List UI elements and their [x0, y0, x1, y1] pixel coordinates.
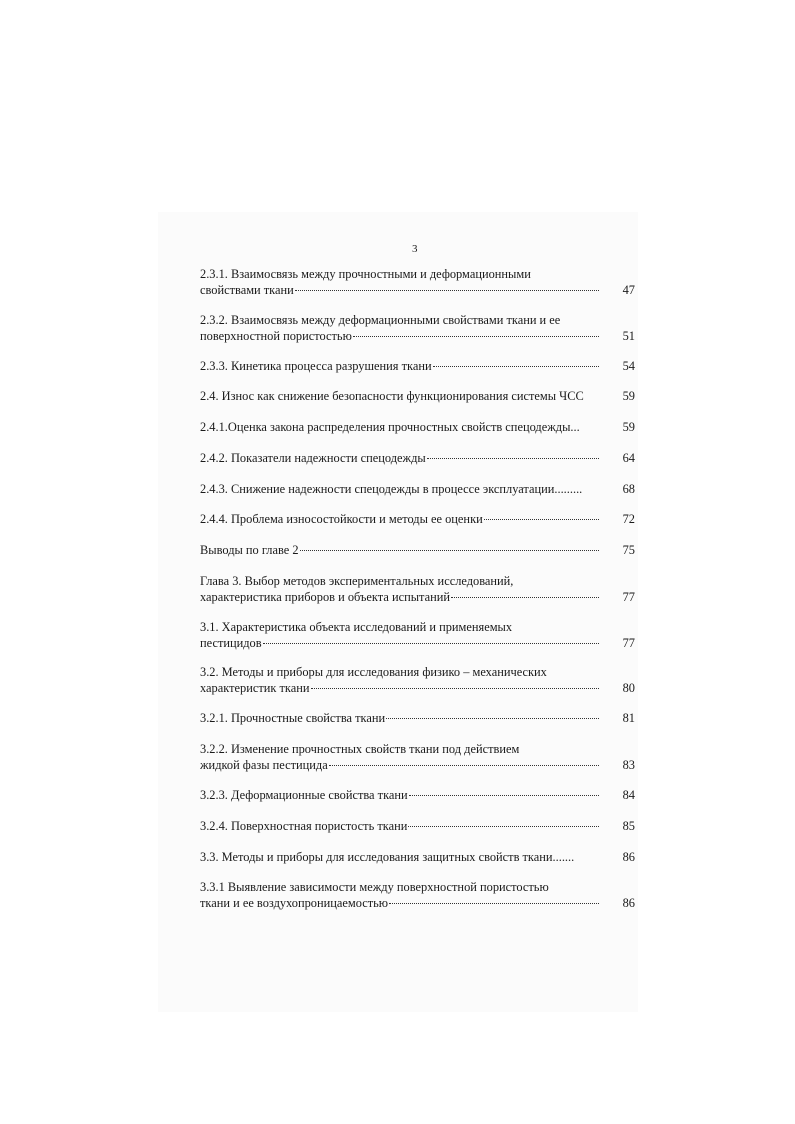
table-of-contents [200, 0, 635, 1124]
dot-leader [386, 717, 599, 719]
toc-page-number: 75 [622, 543, 635, 557]
toc-entry-text: 2.3.1. Взаимосвязь между прочностными и деформационными [200, 267, 531, 281]
toc-entry [200, 787, 635, 803]
toc-page-number: 72 [622, 512, 635, 526]
toc-entry-text: 2.4.3. Снижение надежности спецодежды в процессе эксплуатации......... [200, 482, 583, 496]
toc-entry-text: 3.2.3. Деформационные свойства ткани [200, 788, 408, 802]
toc-entry [200, 849, 635, 865]
toc-entry-text: свойствами ткани [200, 283, 294, 297]
dot-leader [408, 825, 599, 827]
dot-leader [295, 289, 599, 291]
toc-page-number: 68 [622, 482, 635, 496]
toc-entry-text: ткани и ее воздухопроницаемостью [200, 896, 389, 910]
toc-entry-text: 3.3. Методы и приборы для исследования защитных свойств ткани....... [200, 850, 575, 864]
toc-entry-text: 2.3.2. Взаимосвязь между деформационными свойствами ткани и ее [200, 313, 561, 327]
toc-entry-text: 2.4.2. Показатели надежности спецодежды [200, 451, 426, 465]
toc-entry-text: 2.3.3. Кинетика процесса разрушения ткани [200, 359, 432, 373]
toc-page-number: 81 [622, 711, 635, 725]
dot-leader [263, 642, 599, 644]
toc-entry [200, 312, 635, 344]
toc-entry [200, 450, 635, 466]
toc-page-number: 59 [622, 389, 635, 403]
dot-leader [451, 596, 599, 598]
dot-leader [427, 457, 599, 459]
toc-entry-text: 3.2.2. Изменение прочностных свойств ткани под действием [200, 742, 520, 756]
toc-entry-text: характеристика приборов и объекта испытаний [200, 590, 450, 604]
toc-entry [200, 388, 635, 404]
dot-leader [300, 549, 599, 551]
toc-entry [200, 619, 635, 651]
toc-entry [200, 358, 635, 374]
toc-page-number: 54 [622, 359, 635, 373]
toc-entry [200, 573, 635, 605]
toc-entry [200, 710, 635, 726]
dot-leader [409, 794, 599, 796]
toc-entry [200, 419, 635, 435]
dot-leader [433, 365, 599, 367]
page-number: 3 [412, 243, 418, 255]
toc-entry-text: Глава 3. Выбор методов экспериментальных исследований, [200, 574, 514, 588]
toc-entry-text: 2.4.1.Оценка закона распределения прочностных свойств спецодежды... [200, 420, 580, 434]
toc-page-number: 64 [622, 451, 635, 465]
toc-entry [200, 818, 635, 834]
toc-entry-text: 2.4.4. Проблема износостойкости и методы ее оценки [200, 512, 483, 526]
toc-entry [200, 511, 635, 527]
toc-entry-text: жидкой фазы пестицида [200, 758, 328, 772]
toc-page-number: 77 [622, 590, 635, 604]
toc-page-number: 59 [622, 420, 635, 434]
toc-entry [200, 741, 635, 773]
toc-entry [200, 266, 635, 298]
toc-page-number: 83 [622, 758, 635, 772]
toc-entry [200, 481, 635, 497]
toc-page-number: 86 [622, 850, 635, 864]
toc-entry-text: 3.3.1 Выявление зависимости между поверхностной пористостью [200, 880, 549, 894]
toc-page-number: 80 [622, 681, 635, 695]
toc-page-number: 86 [622, 896, 635, 910]
toc-page-number: 51 [622, 329, 635, 343]
toc-page-number: 47 [622, 283, 635, 297]
toc-page-number: 85 [622, 819, 635, 833]
dot-leader [353, 335, 599, 337]
toc-entry-text: пестицидов [200, 636, 262, 650]
dot-leader [311, 687, 600, 689]
toc-entry-text: 2.4. Износ как снижение безопасности функционирования системы ЧСС [200, 389, 584, 403]
toc-entry-text: 3.2.1. Прочностные свойства ткани [200, 711, 386, 725]
toc-entry-text: поверхностной пористостью [200, 329, 352, 343]
toc-entry-text: 3.2. Методы и приборы для исследования физико – механических [200, 665, 547, 679]
toc-page-number: 84 [622, 788, 635, 802]
toc-entry-text: 3.2.4. Поверхностная пористость ткани [200, 819, 408, 833]
toc-page-number: 77 [622, 636, 635, 650]
toc-entry-text: характеристик ткани [200, 681, 310, 695]
dot-leader [389, 902, 599, 904]
dot-leader [329, 764, 599, 766]
toc-entry-text: Выводы по главе 2 [200, 543, 299, 557]
toc-entry [200, 664, 635, 696]
dot-leader [484, 518, 599, 520]
toc-entry [200, 879, 635, 911]
toc-entry-text: 3.1. Характеристика объекта исследований и применяемых [200, 620, 513, 634]
toc-entry [200, 542, 635, 558]
